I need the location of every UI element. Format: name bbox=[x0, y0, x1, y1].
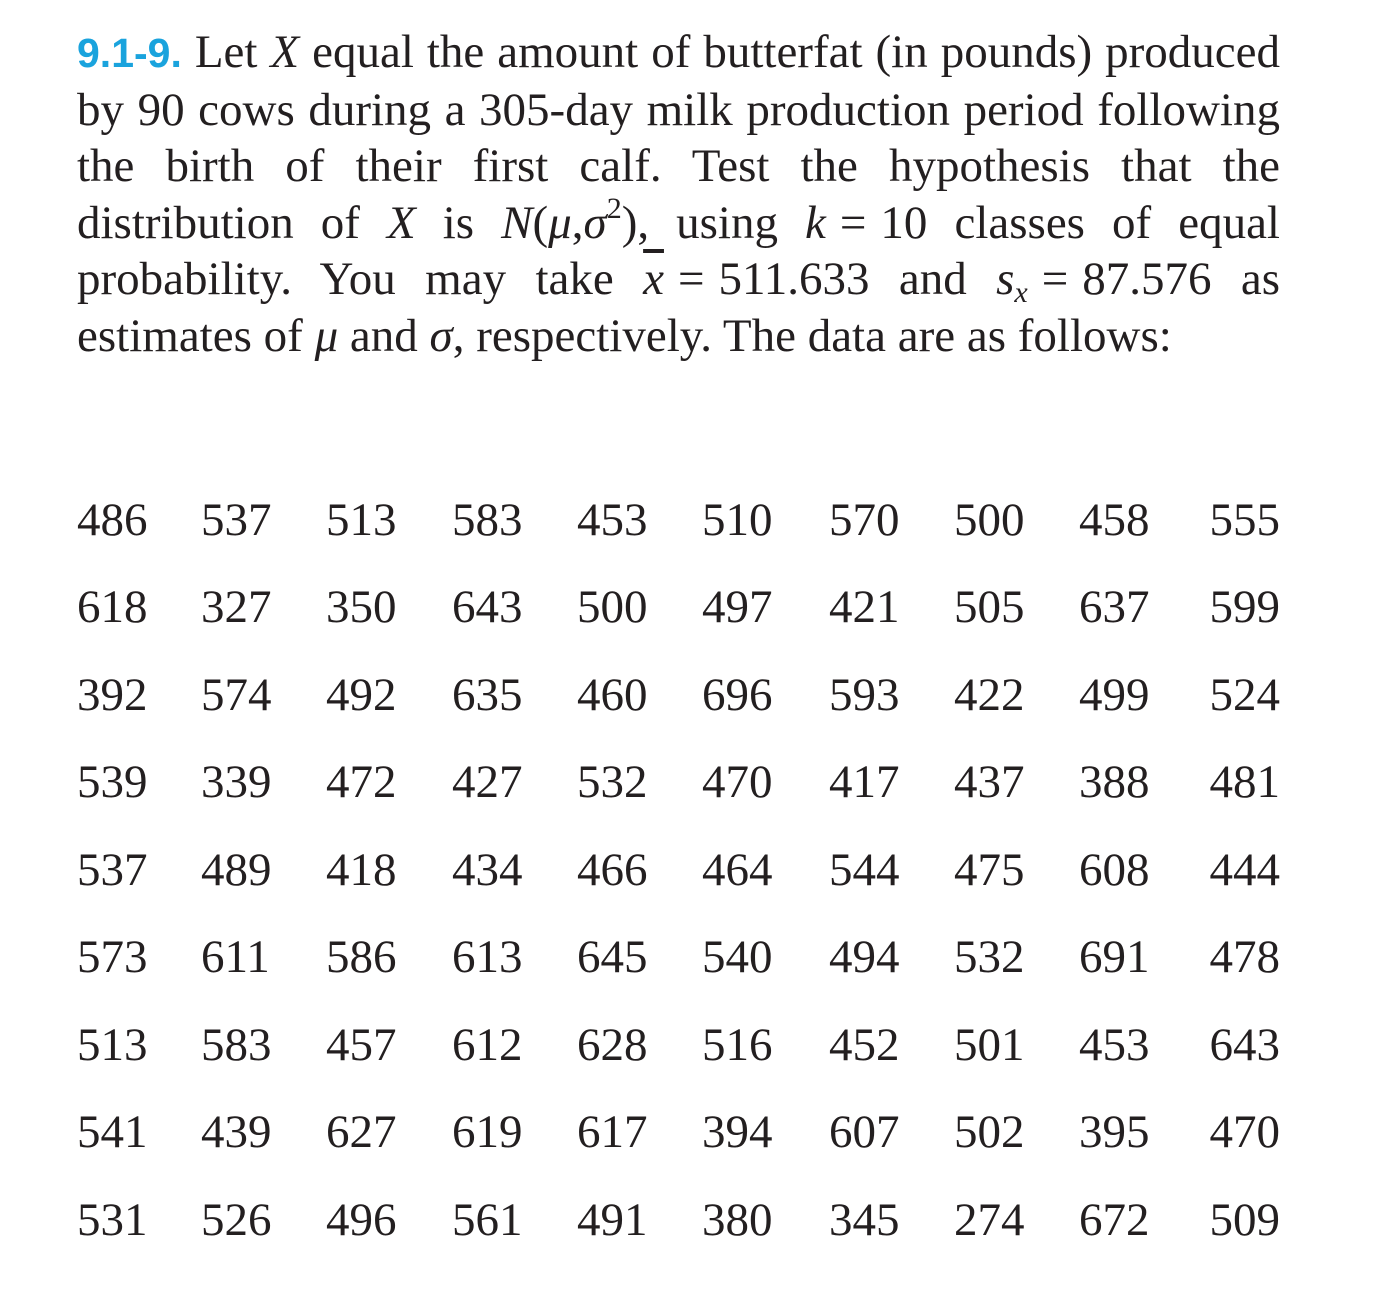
data-cell: 532 bbox=[954, 931, 1025, 984]
data-row bbox=[77, 476, 1280, 564]
data-cell: 532 bbox=[577, 756, 648, 809]
data-cell: 539 bbox=[77, 756, 148, 809]
data-row bbox=[77, 1001, 1280, 1089]
data-cell: 345 bbox=[829, 1193, 900, 1246]
data-cell: 541 bbox=[77, 1106, 148, 1159]
data-cell: 492 bbox=[326, 668, 397, 721]
data-cell: 635 bbox=[452, 668, 523, 721]
data-cell: 561 bbox=[452, 1193, 523, 1246]
data-cell: 421 bbox=[829, 581, 900, 634]
data-cell: 491 bbox=[577, 1193, 648, 1246]
data-cell: 466 bbox=[577, 843, 648, 896]
data-cell: 611 bbox=[201, 931, 270, 984]
data-row bbox=[77, 739, 1280, 827]
data-cell: 672 bbox=[1079, 1193, 1150, 1246]
data-cell: 489 bbox=[201, 843, 272, 896]
data-cell: 394 bbox=[702, 1106, 773, 1159]
data-cell: 417 bbox=[829, 756, 900, 809]
data-cell: 540 bbox=[702, 931, 773, 984]
data-cell: 494 bbox=[829, 931, 900, 984]
subscript-x: x bbox=[1014, 276, 1028, 309]
sample-mean-symbol: $\overline{x}$ bbox=[643, 253, 664, 305]
data-cell: 439 bbox=[201, 1106, 272, 1159]
data-cell: 350 bbox=[326, 581, 397, 634]
data-cell: 497 bbox=[702, 581, 773, 634]
data-cell: 500 bbox=[577, 581, 648, 634]
data-cell: 570 bbox=[829, 493, 900, 546]
data-cell: 586 bbox=[326, 931, 397, 984]
data-cell: 516 bbox=[702, 1018, 773, 1071]
variable-x: X bbox=[386, 196, 416, 249]
data-cell: 505 bbox=[954, 581, 1025, 634]
data-row bbox=[77, 1176, 1280, 1264]
problem-number: 9.1-9. bbox=[77, 30, 182, 76]
data-cell: 464 bbox=[702, 843, 773, 896]
text-segment: 10 classes of equal probability. You may take bbox=[77, 196, 1280, 305]
data-cell: 593 bbox=[829, 668, 900, 721]
variable-k: k bbox=[805, 196, 826, 249]
equals-sign: = bbox=[1041, 253, 1069, 305]
data-cell: 524 bbox=[1209, 668, 1280, 721]
data-cell: 499 bbox=[1079, 668, 1150, 721]
sigma-symbol: σ bbox=[583, 196, 607, 249]
data-cell: 458 bbox=[1079, 493, 1150, 546]
data-cell: 481 bbox=[1209, 756, 1280, 809]
equals-sign: = bbox=[839, 196, 867, 249]
mu-symbol: μ bbox=[548, 196, 572, 249]
data-cell: 453 bbox=[577, 493, 648, 546]
data-cell: 500 bbox=[954, 493, 1025, 546]
data-cell: 327 bbox=[201, 581, 272, 634]
equals-sign: = bbox=[677, 253, 705, 305]
data-cell: 583 bbox=[201, 1018, 272, 1071]
data-cell: 437 bbox=[954, 756, 1025, 809]
data-cell: 380 bbox=[702, 1193, 773, 1246]
data-cell: 453 bbox=[1079, 1018, 1150, 1071]
data-cell: 607 bbox=[829, 1106, 900, 1159]
data-cell: 434 bbox=[452, 843, 523, 896]
data-cell: 537 bbox=[201, 493, 272, 546]
problem-statement bbox=[77, 24, 1280, 364]
data-row bbox=[77, 914, 1280, 1002]
data-cell: 613 bbox=[452, 931, 523, 984]
variable-x: X bbox=[270, 26, 300, 78]
data-cell: 573 bbox=[77, 931, 148, 984]
sample-sd-symbol: s bbox=[996, 253, 1015, 305]
data-cell: 628 bbox=[577, 1018, 648, 1071]
data-row bbox=[77, 826, 1280, 914]
text-segment: 87.576 as estimates of bbox=[77, 253, 1280, 362]
data-cell: 627 bbox=[326, 1106, 397, 1159]
data-cell: 444 bbox=[1209, 843, 1280, 896]
data-cell: 643 bbox=[452, 581, 523, 634]
data-cell: 574 bbox=[201, 668, 272, 721]
text-segment: , respectively. The data are as follows: bbox=[452, 309, 1172, 362]
text-segment: Let bbox=[181, 26, 271, 78]
data-cell: 537 bbox=[77, 843, 148, 896]
data-row bbox=[77, 651, 1280, 739]
data-cell: 510 bbox=[702, 493, 773, 546]
data-cell: 619 bbox=[452, 1106, 523, 1159]
data-cell: 470 bbox=[702, 756, 773, 809]
text-segment: ), using bbox=[621, 196, 806, 249]
problem-block bbox=[77, 24, 1280, 364]
text-segment: ( bbox=[532, 196, 549, 249]
text-segment: and bbox=[338, 309, 430, 362]
data-cell: 395 bbox=[1079, 1106, 1150, 1159]
data-cell: 645 bbox=[577, 931, 648, 984]
data-cell: 691 bbox=[1079, 931, 1150, 984]
butterfat-data-table bbox=[77, 476, 1280, 1264]
data-cell: 544 bbox=[829, 843, 900, 896]
sigma-symbol: σ bbox=[429, 309, 453, 362]
data-cell: 618 bbox=[77, 581, 148, 634]
text-segment: equal the amount of butterfat (in pounds) produced by 90 cows during a 305-day milk production period following the birth of their first calf. Test the hypothesis that the distribution of bbox=[77, 26, 1280, 249]
data-cell: 475 bbox=[954, 843, 1025, 896]
data-cell: 457 bbox=[326, 1018, 397, 1071]
data-cell: 502 bbox=[954, 1106, 1025, 1159]
data-cell: 637 bbox=[1079, 581, 1150, 634]
data-cell: 452 bbox=[829, 1018, 900, 1071]
data-cell: 422 bbox=[954, 668, 1025, 721]
data-cell: 418 bbox=[326, 843, 397, 896]
normal-symbol: N bbox=[501, 196, 533, 249]
data-row bbox=[77, 1089, 1280, 1177]
text-segment: 511.633 and bbox=[718, 253, 997, 305]
data-cell: 612 bbox=[452, 1018, 523, 1071]
data-cell: 599 bbox=[1209, 581, 1280, 634]
data-cell: 617 bbox=[577, 1106, 648, 1159]
data-cell: 583 bbox=[452, 493, 523, 546]
superscript-two: 2 bbox=[606, 191, 622, 225]
data-cell: 513 bbox=[326, 493, 397, 546]
data-cell: 388 bbox=[1079, 756, 1150, 809]
data-cell: 274 bbox=[954, 1193, 1025, 1246]
data-cell: 392 bbox=[77, 668, 148, 721]
data-cell: 555 bbox=[1209, 493, 1280, 546]
data-cell: 509 bbox=[1209, 1193, 1280, 1246]
data-cell: 427 bbox=[452, 756, 523, 809]
data-cell: 608 bbox=[1079, 843, 1150, 896]
text-segment: , bbox=[571, 196, 584, 249]
data-cell: 472 bbox=[326, 756, 397, 809]
data-cell: 531 bbox=[77, 1193, 148, 1246]
data-cell: 470 bbox=[1209, 1106, 1280, 1159]
data-cell: 460 bbox=[577, 668, 648, 721]
data-cell: 696 bbox=[702, 668, 773, 721]
text-segment: is bbox=[415, 196, 502, 249]
data-cell: 643 bbox=[1209, 1018, 1280, 1071]
data-cell: 501 bbox=[954, 1018, 1025, 1071]
data-cell: 526 bbox=[201, 1193, 272, 1246]
data-row bbox=[77, 564, 1280, 652]
data-cell: 478 bbox=[1209, 931, 1280, 984]
mu-symbol: μ bbox=[314, 309, 339, 362]
data-cell: 496 bbox=[326, 1193, 397, 1246]
data-cell: 339 bbox=[201, 756, 272, 809]
data-cell: 513 bbox=[77, 1018, 148, 1071]
data-cell: 486 bbox=[77, 493, 148, 546]
